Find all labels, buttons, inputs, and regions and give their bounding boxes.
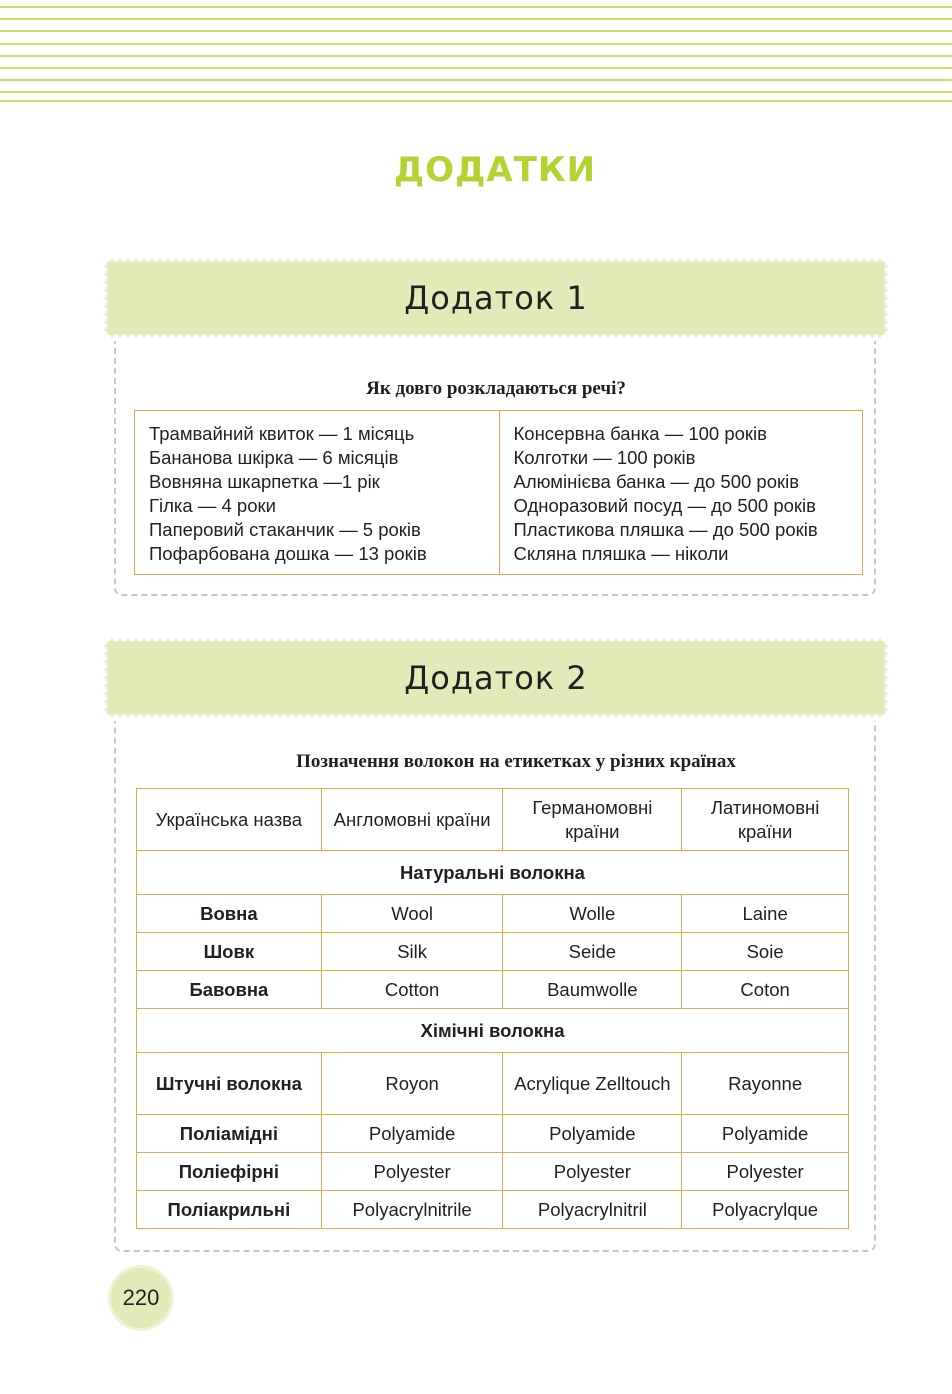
table-cell: Silk xyxy=(321,933,503,971)
list-item: Колготки — 100 років xyxy=(513,447,696,468)
table-cell: Wool xyxy=(321,895,503,933)
table-cell: Polyester xyxy=(682,1153,849,1191)
table-cell: Acrylique Zelltouch xyxy=(503,1053,682,1115)
decorative-stripes xyxy=(0,0,952,104)
group-row xyxy=(137,851,849,895)
page-number: 220 xyxy=(111,1268,171,1328)
table-cell: Поліакрильні xyxy=(137,1191,322,1229)
table-cell: Cotton xyxy=(321,971,503,1009)
table-cell: Polyacrylnitril xyxy=(503,1191,682,1229)
list-item: Вовняна шкарпетка —1 рік xyxy=(149,471,380,492)
appendix-2-title: Додаток 2 xyxy=(404,659,588,697)
appendix-2-caption: Позначення волокон на етикетках у різних країнах xyxy=(296,751,736,772)
table-header-row xyxy=(137,789,849,851)
table-row xyxy=(137,1115,849,1153)
appendix-1-title: Додаток 1 xyxy=(404,279,588,317)
table-cell: Laine xyxy=(682,895,849,933)
decomposition-list-right xyxy=(499,411,863,574)
table-cell: Поліефірні xyxy=(137,1153,322,1191)
table-row xyxy=(137,1053,849,1115)
decomposition-list-left xyxy=(135,411,499,574)
group-chemical: Хімічні волокна xyxy=(137,1009,849,1053)
list-item: Паперовий стаканчик — 5 років xyxy=(149,519,421,540)
page-title: ДОДАТКИ xyxy=(393,150,597,190)
table-cell: Seide xyxy=(503,933,682,971)
table-cell: Polyacrylque xyxy=(682,1191,849,1229)
table-cell: Polyamide xyxy=(682,1115,849,1153)
table-cell: Polyester xyxy=(321,1153,503,1191)
fibre-labels-table xyxy=(136,788,849,1229)
appendix-2-banner xyxy=(104,638,888,718)
table-cell: Wolle xyxy=(503,895,682,933)
table-cell: Вовна xyxy=(137,895,322,933)
table-cell: Baumwolle xyxy=(503,971,682,1009)
table-header: Українська назва xyxy=(137,789,322,851)
table-row xyxy=(137,895,849,933)
list-item: Трамвайний квиток — 1 місяць xyxy=(149,423,415,444)
table-cell: Polyester xyxy=(503,1153,682,1191)
group-row xyxy=(137,1009,849,1053)
table-row xyxy=(137,971,849,1009)
list-item: Скляна пляшка — ніколи xyxy=(513,543,729,564)
appendix-1-caption: Як довго розкладаються речі? xyxy=(366,378,626,399)
table-cell: Polyamide xyxy=(321,1115,503,1153)
list-item: Бананова шкірка — 6 місяців xyxy=(149,447,399,468)
appendix-1-banner xyxy=(104,258,888,338)
table-cell: Rayonne xyxy=(682,1053,849,1115)
table-cell: Polyamide xyxy=(503,1115,682,1153)
table-row xyxy=(137,1153,849,1191)
list-item: Пофарбована дошка — 13 років xyxy=(149,543,427,564)
table-header: Латиномовні країни xyxy=(682,789,849,851)
list-item: Алюмінієва банка — до 500 років xyxy=(513,471,800,492)
table-cell: Royon xyxy=(321,1053,503,1115)
table-row xyxy=(137,933,849,971)
table-header: Германомовні країни xyxy=(503,789,682,851)
table-cell: Polyacrylnitrile xyxy=(321,1191,503,1229)
list-item: Пластикова пляшка — до 500 років xyxy=(513,519,818,540)
table-cell: Штучні волокна xyxy=(137,1053,322,1115)
decomposition-list xyxy=(134,410,863,575)
list-item: Одноразовий посуд — до 500 років xyxy=(513,495,816,516)
group-natural: Натуральні волокна xyxy=(137,851,849,895)
list-item: Гілка — 4 роки xyxy=(149,495,276,516)
table-cell: Шовк xyxy=(137,933,322,971)
table-header: Англомовні країни xyxy=(321,789,503,851)
table-row xyxy=(137,1191,849,1229)
list-item: Консервна банка — 100 років xyxy=(513,423,767,444)
table-cell: Бавовна xyxy=(137,971,322,1009)
table-cell: Поліамідні xyxy=(137,1115,322,1153)
table-cell: Soie xyxy=(682,933,849,971)
table-cell: Coton xyxy=(682,971,849,1009)
